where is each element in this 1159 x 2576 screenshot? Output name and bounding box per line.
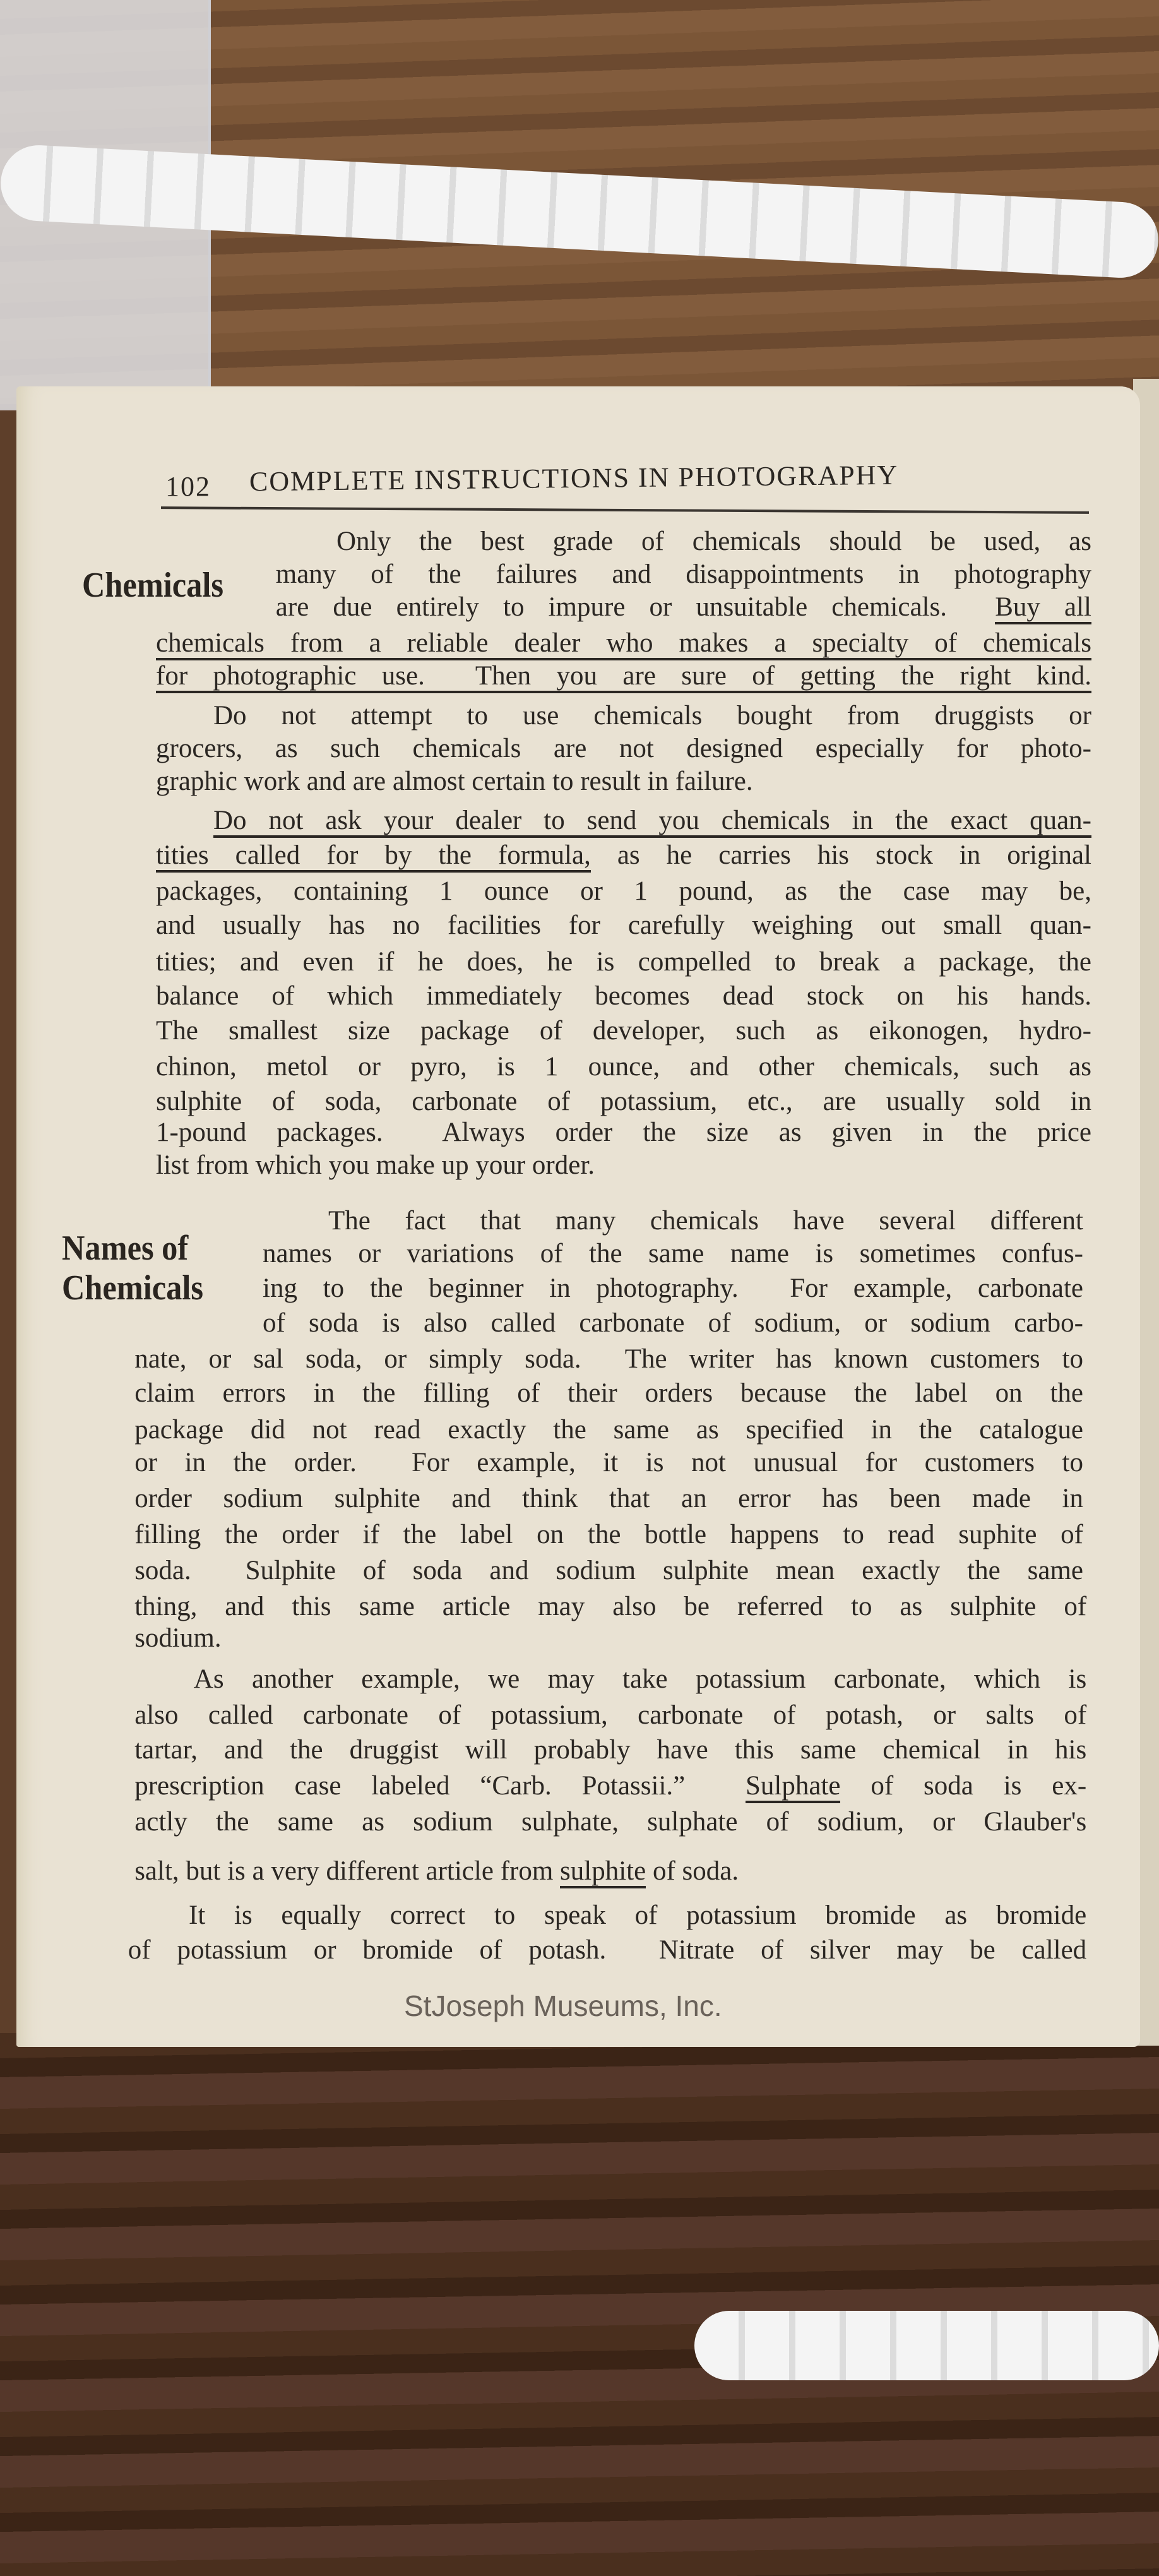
text-segment: tartar, and the druggist will probably have this same chemical in his bbox=[134, 1734, 1087, 1765]
sidehead-chemicals: Chemicals bbox=[82, 566, 223, 605]
text-line bbox=[189, 1901, 1086, 1930]
text-line bbox=[156, 662, 1091, 691]
text-line bbox=[263, 1274, 1083, 1303]
wood-table-background bbox=[0, 2033, 1159, 2576]
underlined-text: Sulphate bbox=[746, 1771, 840, 1803]
text-line bbox=[134, 1857, 1086, 1886]
text-line bbox=[156, 948, 1091, 977]
text-line bbox=[134, 1701, 1086, 1730]
text-line bbox=[156, 1052, 1091, 1082]
text-segment: filling the order if the label on the bottle happens to read suphite of bbox=[134, 1520, 1083, 1549]
text-segment: of potassium or bromide of potash. Nitrate of silver may be called bbox=[128, 1935, 1087, 1965]
text-line bbox=[134, 1592, 1086, 1621]
text-line bbox=[128, 1936, 1086, 1965]
page-number: 102 bbox=[165, 471, 211, 502]
text-line bbox=[263, 1239, 1083, 1268]
text-segment: of soda is ex- bbox=[840, 1770, 1087, 1801]
text-segment: soda. Sulphite of soda and sodium sulphite mean exactly the same bbox=[134, 1556, 1083, 1586]
text-segment: The fact that many chemicals have several different bbox=[328, 1206, 1083, 1236]
underlined-text: Buy all bbox=[995, 592, 1091, 624]
text-segment: or in the order. For example, it is not unusual for customers to bbox=[134, 1447, 1083, 1477]
text-line bbox=[156, 734, 1091, 763]
underlined-text: sulphite bbox=[560, 1856, 646, 1888]
text-line bbox=[156, 1151, 1091, 1180]
text-segment: grocers, as such chemicals are not designed especially for photo- bbox=[156, 733, 1091, 763]
text-line bbox=[134, 1556, 1083, 1585]
text-segment: sulphite of soda, carbonate of potassium, etc., are usually sold in bbox=[156, 1086, 1091, 1116]
text-line bbox=[134, 1484, 1083, 1513]
text-segment: packages, containing 1 ounce or 1 pound, as the case may be, bbox=[156, 876, 1091, 906]
text-line bbox=[134, 1736, 1086, 1765]
sidehead-chemicals-2: Chemicals bbox=[62, 1268, 203, 1308]
text-segment: ing to the beginner in photography. For example, carbonate bbox=[263, 1273, 1083, 1303]
underlined-text: chemicals from a reliable dealer who makes a specialty of chemicals bbox=[156, 628, 1091, 660]
text-segment: graphic work and are almost certain to result in failure. bbox=[156, 766, 753, 796]
text-line bbox=[263, 1309, 1083, 1338]
text-segment: also called carbonate of potassium, carbonate of potash, or salts of bbox=[134, 1700, 1087, 1730]
text-line bbox=[156, 877, 1091, 906]
text-line bbox=[134, 1448, 1083, 1477]
text-line bbox=[156, 629, 1091, 658]
white-cord bbox=[694, 2311, 1159, 2380]
text-line bbox=[134, 1772, 1086, 1801]
text-segment: of soda. bbox=[646, 1856, 739, 1886]
text-line bbox=[276, 560, 1091, 589]
text-line bbox=[156, 1087, 1091, 1116]
text-segment: Only the best grade of chemicals should be used, as bbox=[336, 527, 1091, 556]
text-segment: nate, or sal soda, or simply soda. The writer has known customers to bbox=[134, 1344, 1083, 1374]
text-line bbox=[156, 911, 1091, 940]
text-line bbox=[336, 527, 1091, 556]
text-segment: sodium. bbox=[134, 1623, 222, 1653]
text-line bbox=[156, 982, 1091, 1011]
underlined-text: for photographic use. Then you are sure of getting the right kind. bbox=[156, 661, 1091, 693]
text-segment: chinon, metol or pyro, is 1 ounce, and other chemicals, such as bbox=[156, 1052, 1091, 1082]
text-line bbox=[156, 1118, 1091, 1147]
text-segment: As another example, we may take potassium carbonate, which is bbox=[193, 1664, 1087, 1694]
running-title: COMPLETE INSTRUCTIONS IN PHOTOGRAPHY bbox=[249, 459, 899, 498]
text-line bbox=[213, 806, 1091, 835]
text-line bbox=[213, 701, 1091, 730]
text-line bbox=[134, 1379, 1083, 1408]
watermark: StJoseph Museums, Inc. bbox=[404, 1989, 722, 2022]
underlined-text: tities called for by the formula, bbox=[156, 840, 591, 873]
text-line bbox=[156, 1017, 1091, 1046]
text-segment: many of the failures and disappointments in photography bbox=[275, 559, 1091, 589]
text-segment: It is equally correct to speak of potassium bromide as bromide bbox=[189, 1900, 1087, 1931]
text-segment: as he carries his stock in original bbox=[590, 840, 1091, 870]
text-segment: claim errors in the filling of their orders because the label on the bbox=[134, 1378, 1083, 1409]
text-segment: of soda is also called carbonate of sodium, or sodium carbo- bbox=[263, 1308, 1083, 1338]
text-segment: tities; and even if he does, he is compelled to break a package, the bbox=[156, 946, 1091, 977]
text-segment: package did not read exactly the same as specified in the catalogue bbox=[134, 1414, 1083, 1445]
text-line bbox=[134, 1624, 1086, 1653]
text-line bbox=[328, 1207, 1083, 1236]
text-segment: The smallest size package of developer, such as eikonogen, hydro- bbox=[156, 1015, 1091, 1046]
text-segment: 1-pound packages. Always order the size as given in the price bbox=[156, 1118, 1091, 1147]
underlined-text: Do not ask your dealer to send you chemicals in the exact quan- bbox=[213, 806, 1091, 838]
text-segment: list from which you make up your order. bbox=[156, 1150, 595, 1180]
text-line bbox=[134, 1416, 1083, 1445]
text-segment: names or variations of the same name is sometimes confus- bbox=[263, 1239, 1083, 1269]
text-segment: and usually has no facilities for carefully weighing out small quan- bbox=[156, 910, 1091, 941]
text-line bbox=[134, 1345, 1083, 1374]
text-segment: are due entirely to impure or unsuitable chemicals. bbox=[275, 592, 996, 622]
text-line bbox=[156, 767, 1091, 796]
text-line bbox=[276, 593, 1091, 622]
text-line bbox=[134, 1808, 1086, 1837]
text-segment: prescription case labeled “Carb. Potassii.” bbox=[134, 1770, 746, 1801]
text-line bbox=[156, 841, 1091, 870]
text-line bbox=[134, 1520, 1083, 1549]
text-segment: actly the same as sodium sulphate, sulphate of sodium, or Glauber's bbox=[134, 1807, 1087, 1837]
text-segment: Do not attempt to use chemicals bought from druggists or bbox=[213, 700, 1091, 730]
text-segment: thing, and this same article may also be referred to as sulphite of bbox=[134, 1592, 1087, 1622]
text-line bbox=[194, 1665, 1086, 1694]
text-segment: salt, but is a very different article from bbox=[134, 1856, 561, 1886]
text-segment: balance of which immediately becomes dead stock on his hands. bbox=[156, 981, 1091, 1011]
sidehead-names-of: Names of bbox=[62, 1229, 189, 1268]
text-segment: order sodium sulphite and think that an error has been made in bbox=[134, 1483, 1083, 1513]
